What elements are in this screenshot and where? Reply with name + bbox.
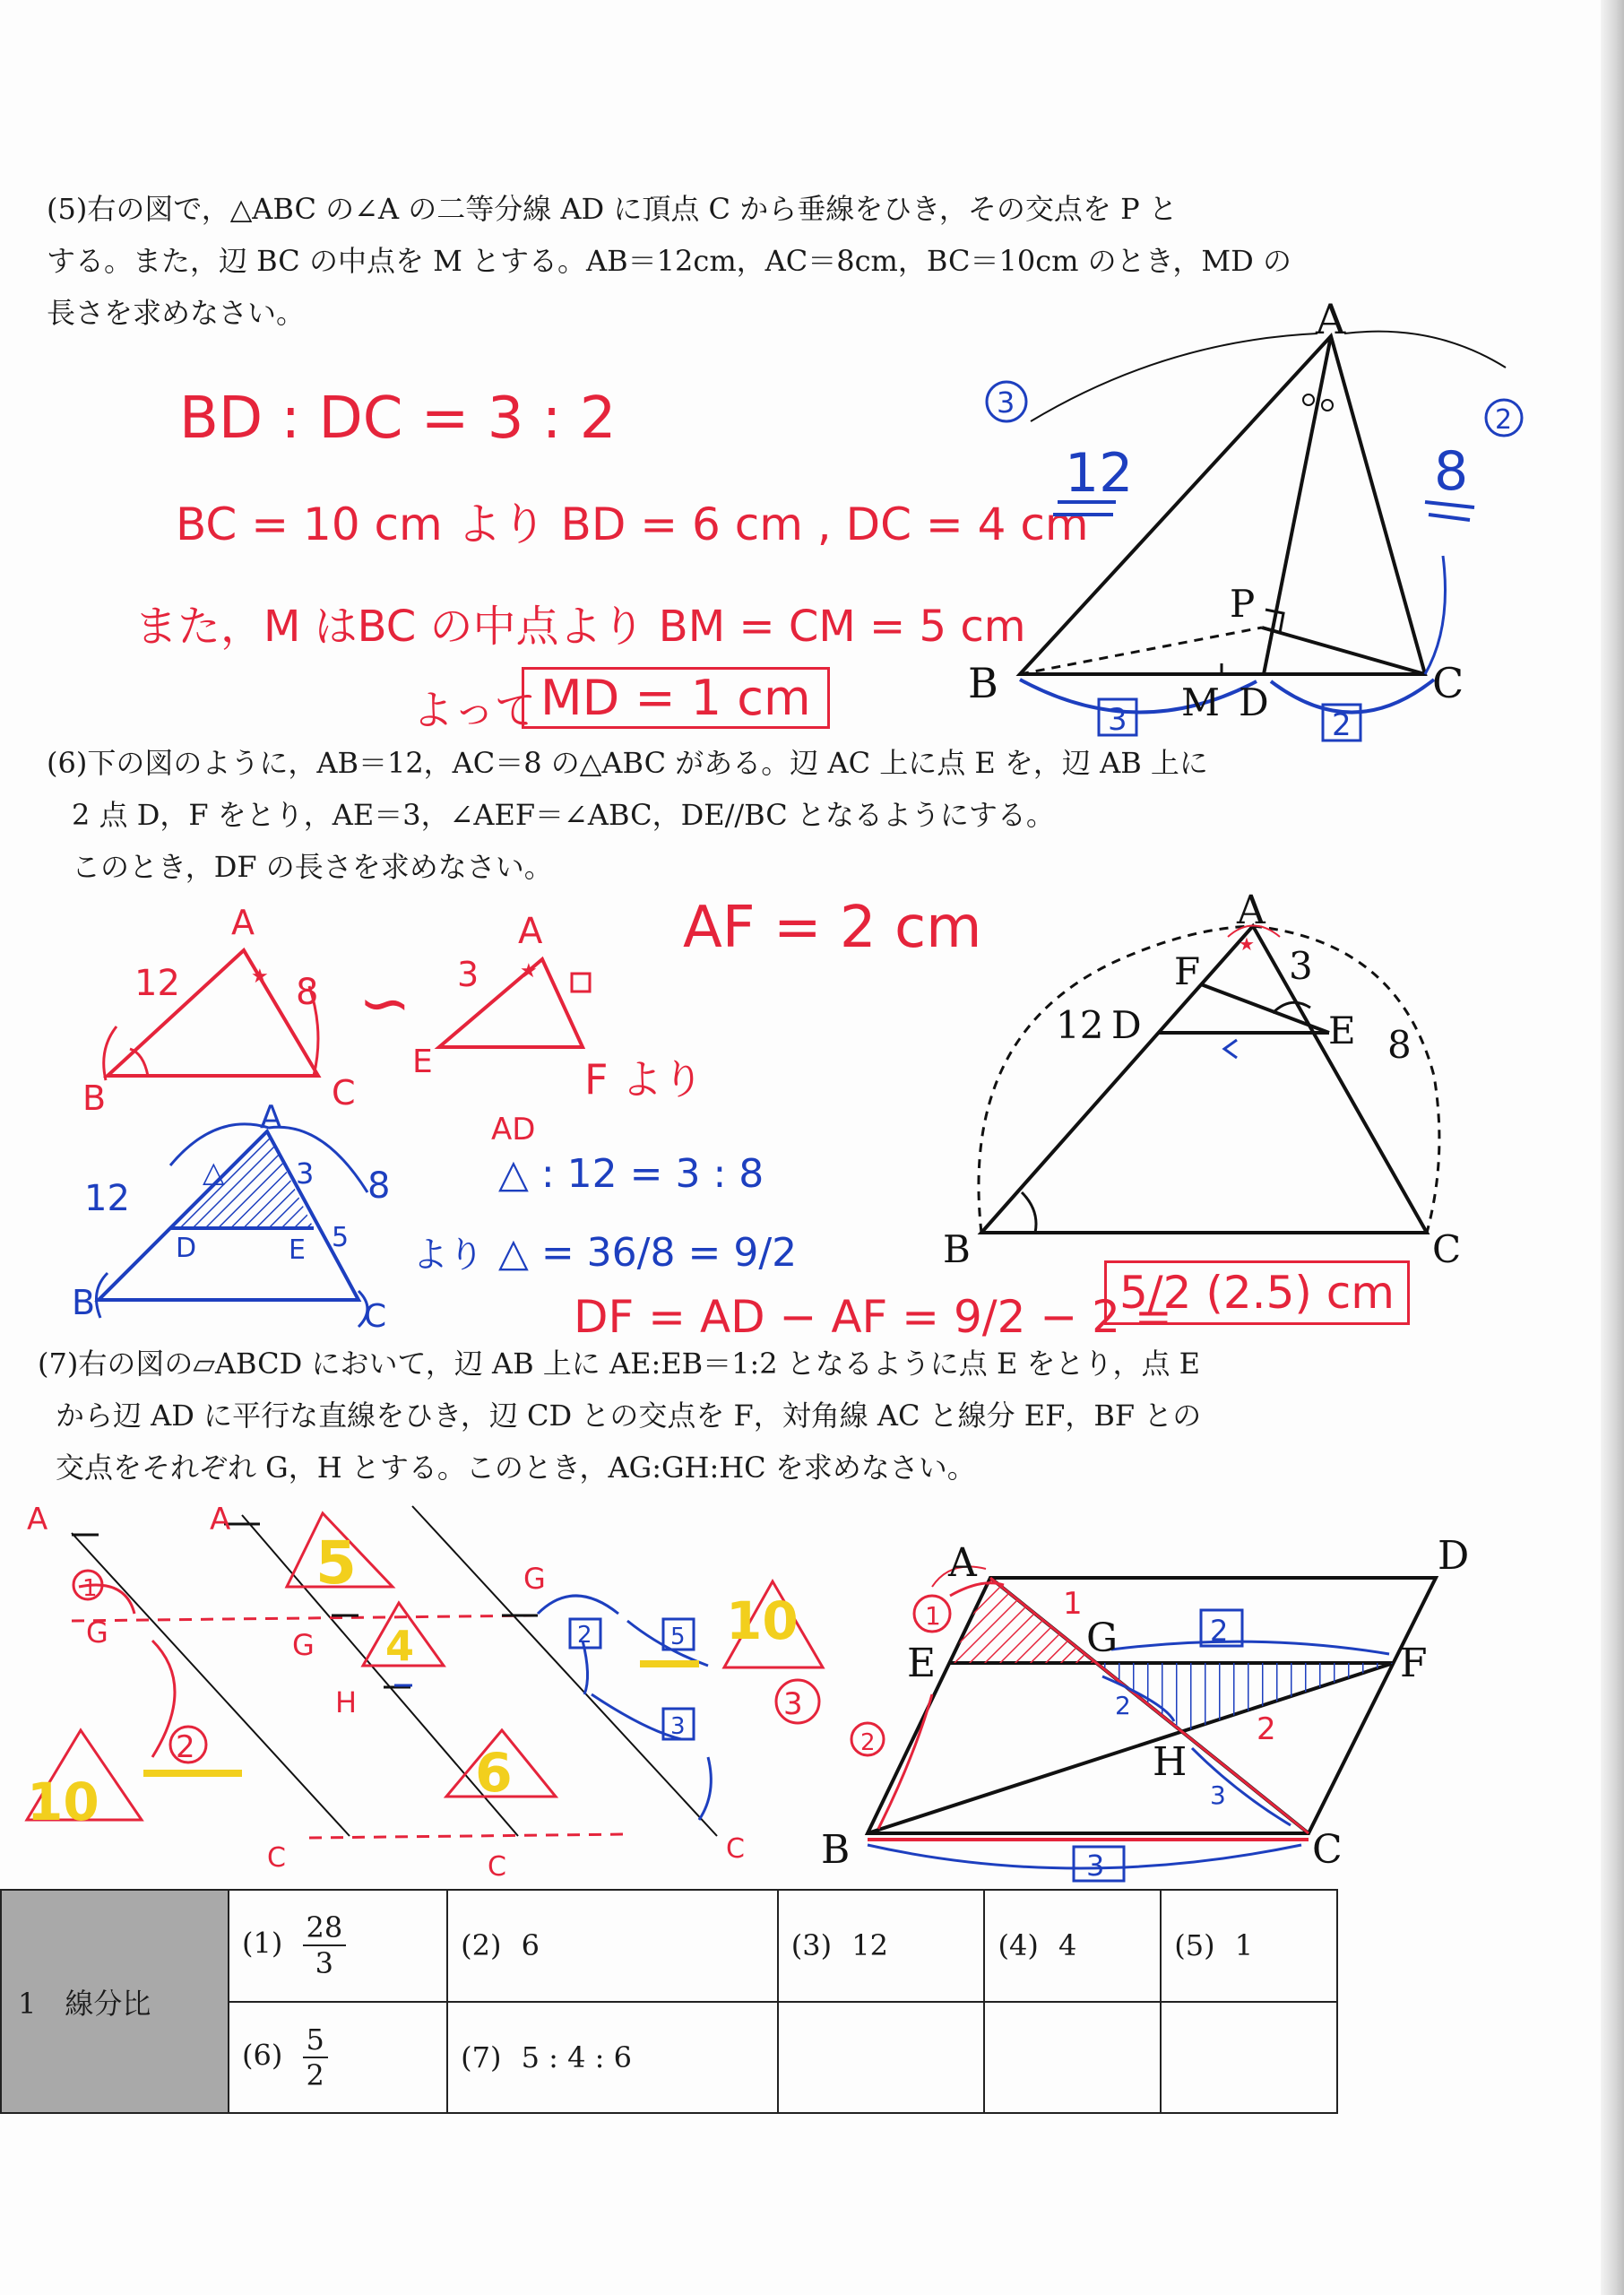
p6-s3-b: B	[72, 1283, 96, 1322]
p7-sketch	[27, 1502, 823, 1883]
answer-empty-3	[1161, 2002, 1337, 2114]
answer-6	[229, 2002, 447, 2114]
answer-5-label: (5)	[1174, 1928, 1215, 1963]
p6-hand-from-f: F より	[584, 1055, 704, 1104]
p6-fig-star-icon: ★	[1239, 933, 1255, 955]
p7-s-10: 10	[726, 1590, 799, 1651]
p6-s3-e: E	[289, 1234, 306, 1266]
p6-fig-12: 12	[1056, 1003, 1104, 1047]
p6-hand-proportion: △ : 12 = 3 : 8	[498, 1151, 764, 1197]
answer-6-denominator: 2	[306, 2057, 324, 2092]
answer-6-label: (6)	[242, 2038, 283, 2073]
p7-s-3b: 3	[670, 1713, 686, 1740]
p7-s-a2: A	[210, 1502, 231, 1537]
p6-hand-df: DF = AD − AF = 9/2 − 2 =	[574, 1291, 1172, 1343]
p6-fig-3: 3	[1289, 944, 1313, 988]
problem-5-line-2: する。また，辺 BC の中点を M とする。AB＝12cm，AC＝8cm，BC＝10cm のとき，MD の	[47, 244, 1291, 278]
answer-3	[778, 1890, 985, 2002]
p7-s-a1: A	[27, 1502, 48, 1537]
p7-s-5: 5	[315, 1529, 357, 1598]
p7-fig-a: A	[948, 1540, 977, 1586]
p6-hand-answer: 5/2 (2.5) cm	[1104, 1260, 1410, 1325]
p7-fig-2r-diag: 2	[1257, 1711, 1276, 1747]
p6-hand-yori: より	[412, 1234, 484, 1276]
p7-s-h: H	[335, 1685, 358, 1719]
problem-5-line-3: 長さを求めなさい。	[47, 296, 306, 330]
p7-fig-g: G	[1086, 1615, 1119, 1661]
p7-fig-1r: 1	[1063, 1586, 1083, 1622]
p7-fig-b: B	[821, 1827, 851, 1873]
p5-label-b: B	[968, 659, 998, 707]
p6-s1-12: 12	[134, 963, 180, 1004]
p5-label-p: P	[1230, 582, 1256, 626]
p5-len-ac: 8	[1434, 440, 1469, 503]
p6-figure	[943, 888, 1461, 1271]
answer-1-numerator: 28	[303, 1910, 347, 1946]
answer-1-denominator: 3	[315, 1946, 334, 1981]
p6-s3-12: 12	[84, 1178, 130, 1219]
answer-empty-1	[778, 2002, 985, 2114]
p5-hand-bd-dc: BC = 10 cm より BD = 6 cm , DC = 4 cm	[176, 498, 1089, 550]
p5-label-d: D	[1239, 680, 1269, 724]
p5-hand-ratio: BD : DC = 3 : 2	[179, 385, 617, 452]
p6-s3-tri: △	[203, 1155, 225, 1189]
p6-s1-a: A	[231, 903, 255, 942]
p7-fig-e: E	[907, 1641, 937, 1686]
p7-fig-f: F	[1400, 1641, 1428, 1686]
p6-s1-b: B	[82, 1078, 107, 1118]
p5-hand-midpoint: また，M はBC の中点より BM = CM = 5 cm	[134, 602, 1026, 652]
p6-hand-solve: △ = 36/8 = 9/2	[498, 1230, 798, 1276]
p6-s1-8: 8	[296, 972, 319, 1013]
answer-5-value: 1	[1234, 1928, 1254, 1963]
p6-hand-similar: ∽	[358, 966, 411, 1040]
p6-hand-ad: AD	[491, 1112, 536, 1148]
p7-fig-1: 1	[925, 1601, 941, 1631]
p5-label-m: M	[1181, 680, 1221, 724]
p6-s1-c: C	[332, 1073, 356, 1113]
answer-4	[984, 1890, 1161, 2002]
p6-hand-af: AF = 2 cm	[683, 895, 982, 961]
answer-empty-2	[984, 2002, 1161, 2114]
p7-s-c1: C	[267, 1842, 286, 1874]
problem-7-line-1: (7)右の図の▱ABCD において，辺 AB 上に AE:EB＝1:2 となるように点 E をとり，点 E	[38, 1347, 1201, 1381]
p7-fig-2b: 2	[1115, 1691, 1131, 1720]
p6-s2-3: 3	[457, 955, 479, 994]
p5-len-ab: 12	[1065, 442, 1134, 505]
p6-s2-e: E	[412, 1044, 433, 1080]
answer-6-fraction	[303, 2022, 328, 2092]
p7-s-c3: C	[726, 1833, 745, 1865]
problem-6-line-1: (6)下の図のように，AB＝12，AC＝8 の△ABC がある。辺 AC 上に点 E を，辺 AB 上に	[47, 746, 1208, 780]
p6-fig-a: A	[1237, 888, 1266, 933]
answer-1	[229, 1890, 447, 2002]
answer-7-label: (7)	[461, 2040, 502, 2074]
p7-fig-2r: 2	[860, 1729, 876, 1756]
p7-s-2: 2	[176, 1729, 195, 1765]
problem-6-line-2: 2 点 D，F をとり，AE＝3，∠AEF＝∠ABC，DE//BC となるようにする。	[72, 798, 1055, 832]
answer-3-value: 12	[851, 1928, 888, 1963]
p6-red-sketches	[82, 903, 590, 1118]
p7-fig-3b: 3	[1210, 1780, 1226, 1810]
answer-7-value: 5 : 4 : 6	[521, 2040, 632, 2074]
answer-1-label: (1)	[242, 1926, 283, 1961]
p5-hand-therefore: よって	[412, 686, 536, 734]
problem-7-line-2: から辺 AD に平行な直線をひき，辺 CD との交点を F，対角線 AC と線分 EF，BF との	[56, 1399, 1202, 1433]
p7-s-5b: 5	[670, 1624, 686, 1650]
p7-fig-2: 2	[1210, 1614, 1229, 1648]
p5-label-c: C	[1432, 659, 1464, 707]
p6-s3-c: C	[364, 1298, 387, 1335]
p7-s-3: 3	[783, 1686, 803, 1722]
p6-s3-3: 3	[296, 1156, 315, 1191]
p5-ratio-3: 3	[997, 385, 1015, 420]
answer-1-fraction	[303, 1910, 347, 1980]
p7-s-2b: 2	[577, 1622, 592, 1649]
p5-box-bd: 3	[1108, 702, 1127, 738]
p6-fig-d: D	[1111, 1003, 1142, 1047]
answer-2-value: 6	[521, 1928, 540, 1963]
p6-s3-a: A	[260, 1099, 282, 1136]
problem-5-line-1: (5)右の図で，△ABC の∠A の二等分線 AD に頂点 C から垂線をひき，その交点を P と	[47, 192, 1178, 226]
problem-6-line-3: このとき，DF の長さを求めなさい。	[72, 850, 553, 884]
p5-figure	[968, 295, 1522, 743]
p6-s2-a: A	[518, 911, 543, 952]
problem-7-line-3: 交点をそれぞれ G，H とする。このとき，AG:GH:HC を求めなさい。	[56, 1451, 976, 1485]
p6-fig-e: E	[1328, 1009, 1356, 1052]
p6-fig-8: 8	[1387, 1023, 1412, 1067]
answer-table	[0, 1889, 1338, 2114]
answer-6-numerator: 5	[303, 2022, 328, 2058]
p5-box-dc: 2	[1332, 707, 1352, 743]
p7-fig-h: H	[1153, 1739, 1188, 1785]
answer-2-label: (2)	[461, 1928, 502, 1963]
p7-s-6: 6	[475, 1742, 513, 1805]
answer-2	[447, 1890, 778, 2002]
p6-fig-b: B	[943, 1227, 971, 1271]
p6-fig-c: C	[1432, 1227, 1462, 1271]
p7-s-c2: C	[488, 1851, 506, 1883]
p7-figure	[821, 1533, 1469, 1883]
p7-s-g3: G	[523, 1562, 546, 1596]
p5-label-a: A	[1316, 295, 1346, 343]
p6-blue-sketch	[72, 1099, 390, 1335]
answer-4-value: 4	[1058, 1928, 1077, 1963]
p6-s3-5: 5	[332, 1222, 350, 1253]
p5-ratio-2: 2	[1495, 404, 1513, 436]
answer-5	[1161, 1890, 1337, 2002]
answer-7	[447, 2002, 778, 2114]
p7-fig-d: D	[1438, 1533, 1470, 1579]
p6-fig-f: F	[1174, 949, 1201, 993]
p7-fig-3: 3	[1086, 1849, 1105, 1883]
answer-table-header: 1 線分比	[1, 1890, 229, 2113]
p7-fig-c: C	[1312, 1827, 1343, 1873]
p7-s-g1: G	[86, 1615, 108, 1650]
p7-s-g2: G	[292, 1628, 315, 1662]
answer-4-label: (4)	[998, 1928, 1039, 1963]
p6-s3-8: 8	[367, 1165, 391, 1207]
p6-s3-d: D	[176, 1233, 197, 1264]
p6-star-icon: ★	[520, 960, 538, 983]
answer-3-label: (3)	[790, 1928, 833, 1963]
p7-s-1: 1	[82, 1575, 98, 1602]
p5-hand-answer: MD = 1 cm	[522, 667, 830, 729]
p6-star-icon-2: ★	[251, 966, 269, 988]
p7-s-10b: 10	[27, 1771, 99, 1832]
p7-s-4: 4	[385, 1622, 415, 1670]
